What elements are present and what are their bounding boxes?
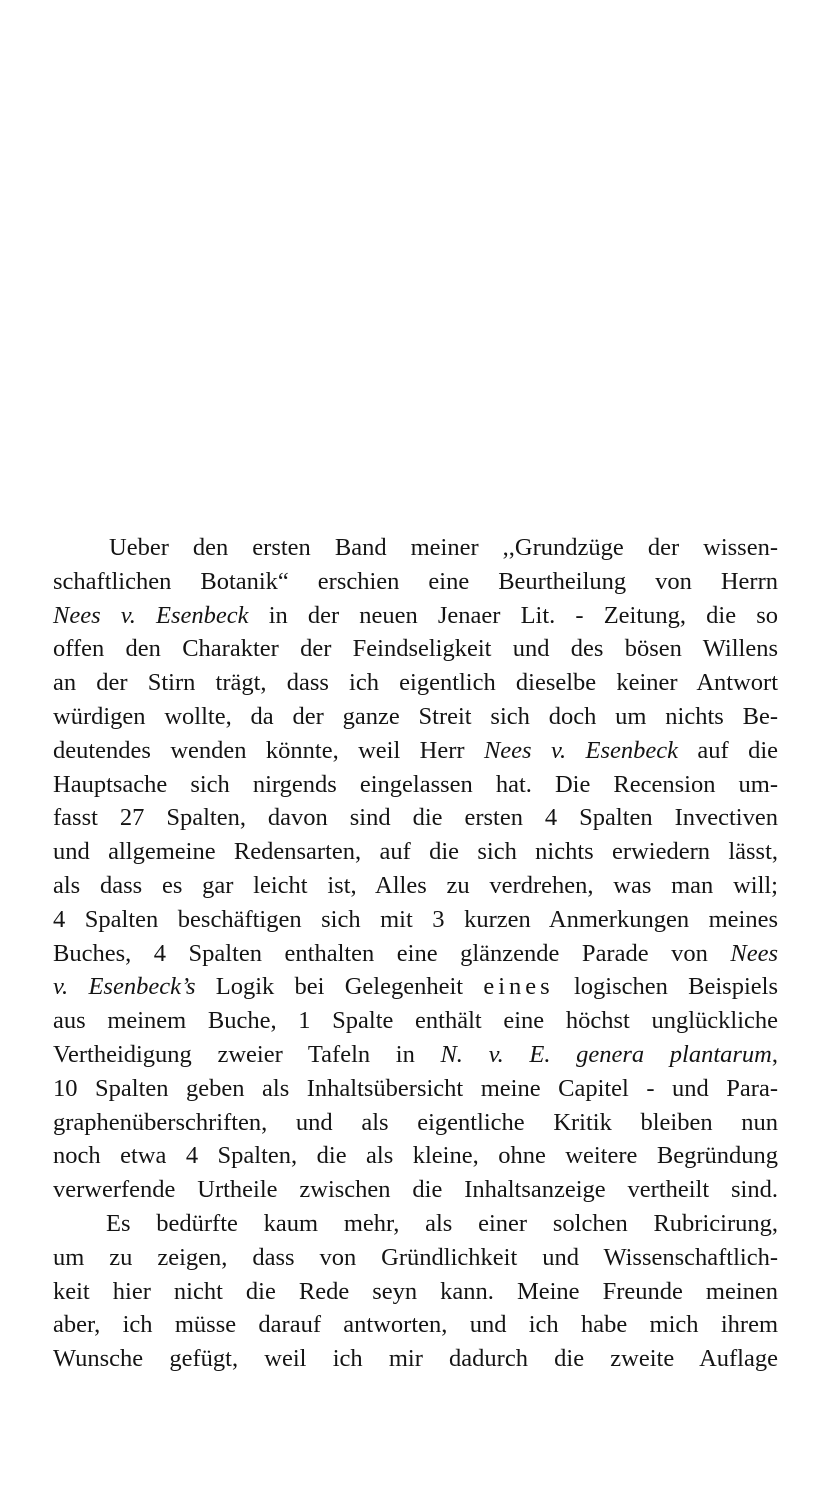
text-line [53, 565, 778, 599]
text-run: Es bedürfte kaum mehr, als einer solchen Rubricirung, [106, 1209, 778, 1237]
text-run: noch etwa 4 Spalten, die als kleine, ohne weitere Begründung [53, 1142, 778, 1170]
text-run: als dass es gar leicht ist, Alles zu verdrehen, was man will; [53, 871, 778, 899]
text-run: keit hier nicht die Rede seyn kann. Meine Freunde meinen [53, 1277, 778, 1305]
text-run: an der Stirn trägt, dass ich eigentlich dieselbe keiner Antwort [53, 669, 778, 697]
text-run: um zu zeigen, dass von Gründlichkeit und Wissenschaftlich- [53, 1243, 778, 1271]
text-run: logischen Beispiels [553, 973, 778, 1001]
text-line [53, 1106, 778, 1140]
text-run: verwerfende Urtheile zwischen die Inhaltsanzeige vertheilt sind. [53, 1176, 778, 1204]
text-line [53, 1139, 778, 1173]
text-line [53, 1038, 778, 1072]
italic-name: Nees v. Esenbeck [483, 736, 679, 764]
paragraph-2 [53, 1207, 778, 1376]
paragraph-1 [53, 531, 778, 1207]
text-line [53, 1342, 778, 1376]
text-line [53, 1308, 778, 1342]
text-run: , [771, 1040, 778, 1068]
text-line [53, 869, 778, 903]
text-run: offen den Charakter der Feindseligkeit und des bösen Willens [53, 635, 778, 663]
text-line [53, 801, 778, 835]
text-run: Ueber den ersten Band meiner ,,Grundzüge der wissen- [109, 534, 778, 561]
text-line [53, 1173, 778, 1207]
text-line [53, 1207, 778, 1241]
text-line [53, 531, 778, 565]
italic-name: v. Esenbeck’s [53, 973, 196, 1001]
text-line [53, 632, 778, 666]
text-run: fasst 27 Spalten, davon sind die ersten 4 Spalten Invectiven [53, 804, 778, 832]
text-line [53, 937, 778, 971]
text-run: aber, ich müsse darauf antworten, und ich habe mich ihrem [53, 1311, 778, 1339]
text-line [53, 768, 778, 802]
text-line [53, 835, 778, 869]
italic-name: Nees [730, 939, 778, 967]
text-line [53, 734, 778, 768]
text-line [53, 1275, 778, 1309]
text-run: deutendes wenden könnte, weil Herr [53, 736, 484, 764]
italic-title: N. v. E. genera plantarum [440, 1040, 772, 1068]
text-line [53, 700, 778, 734]
text-run: würdigen wollte, da der ganze Streit sich doch um nichts Be- [53, 702, 778, 730]
spaced-word: eines [483, 973, 554, 1001]
text-line [53, 970, 778, 1004]
text-line [53, 1241, 778, 1275]
text-run: Wunsche gefügt, weil ich mir dadurch die zweite Auflage [53, 1345, 778, 1373]
body-text [53, 531, 778, 1376]
text-run: in der neuen Jenaer Lit. - Zeitung, die so [248, 601, 778, 629]
italic-name: Nees v. Esenbeck [53, 601, 249, 629]
text-line [53, 903, 778, 937]
text-line [53, 599, 778, 633]
text-line [53, 1004, 778, 1038]
text-run: schaftlichen Botanik“ erschien eine Beurtheilung von Herrn [53, 567, 778, 595]
text-run: Buches, 4 Spalten enthalten eine glänzende Parade von [53, 939, 731, 967]
text-line [53, 666, 778, 700]
text-run: Vertheidigung zweier Tafeln in [53, 1040, 441, 1068]
text-run: Hauptsache sich nirgends eingelassen hat. Die Recension um- [53, 770, 778, 798]
text-run: graphenüberschriften, und als eigentliche Kritik bleiben nun [53, 1108, 778, 1136]
text-run: und allgemeine Redensarten, auf die sich nichts erwiedern lässt, [53, 838, 778, 866]
text-run: 10 Spalten geben als Inhaltsübersicht meine Capitel - und Para- [53, 1074, 778, 1102]
text-run: 4 Spalten beschäftigen sich mit 3 kurzen Anmerkungen meines [53, 905, 778, 933]
text-run: auf die [678, 736, 779, 764]
text-run: Logik bei Gelegenheit [195, 973, 484, 1001]
text-run: aus meinem Buche, 1 Spalte enthält eine höchst unglückliche [53, 1007, 778, 1035]
text-line [53, 1072, 778, 1106]
